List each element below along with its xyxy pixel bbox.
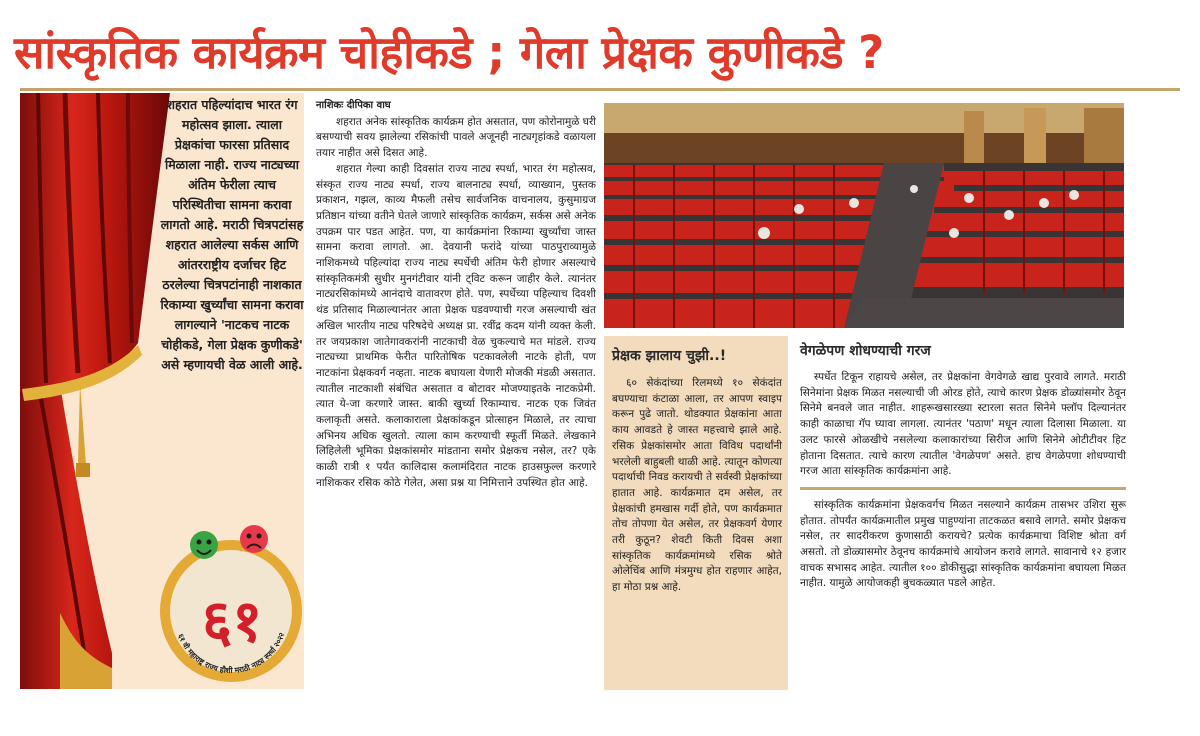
sidebar-box [604, 336, 788, 690]
headline-rule [20, 88, 1180, 91]
auditorium-photo [604, 103, 1124, 328]
byline: नाशिकः दीपिका वाघ [316, 100, 391, 111]
intro-panel [20, 93, 304, 689]
right-article-title: वेगळेपण शोधण्याची गरज [800, 343, 931, 359]
main-paragraph-1: शहरात अनेक सांस्कृतिक कार्यक्रम होत असतात, पण कोरोनामुळे घरी बसण्याची सवय झालेल्या रसिकांची पावले अजूनही नाट्यगृहांकडे वळायला तयार नाहीत असे दिसत आहे. [316, 115, 596, 160]
sidebar-text: ६० सेकंदांच्या रिलमध्ये १० सेकंदांत बघण्याचा कंटाळा आला, तर आपण स्वाइप करून पुढे जातो. थोडक्यात प्रेक्षकांना आता काय आवडते हे जास्त महत्त्वाचे झाले आहे. रसिक प्रेक्षकांसमोर आता विविध पदार्थांनी भरलेली बाहुबली थाळी आहे. त्यातून कोणत्या पदार्थाची निवड करायची ते सर्वस्वी प्रेक्षकांच्या हातात आहे. कार्यक्रमात दम असेल, तर प्रेक्षकांची हमखास गर्दी होते, पण कार्यक्रमात तोच तोपणा येत असेल, तर प्रेक्षकवर्ग येणार तरी कुठून? शेवटी किती दिवस अशा सांस्कृतिक कार्यक्रमांमध्ये रसिक श्रोते ओलेचिंब आणि मंत्रमुग्ध होत राहणार आहेत, हा मोठा प्रश्न आहे. [612, 377, 782, 594]
column-separator [800, 487, 1126, 490]
right-paragraph-2: सांस्कृतिक कार्यक्रमांना प्रेक्षकवर्गच मिळत नसल्याने कार्यक्रम तासभर उशिरा सुरू होतात. तोपर्यंत कार्यक्रमातील प्रमुख पाहुण्यांना ताटकळत बसावे लागते. समोर प्रेक्षकच नसेल, तर सादरीकरण कुणासाठी करायचे? प्रत्येक कार्यक्रमाचा विशिष्ट श्रोता वर्ग असतो. तो डोळ्यासमोर ठेवूनच कार्यक्रमांचे आयोजन करावे लागते. सावानाचे १२ हजार वाचक सभासद आहेत. त्यातील १०० डोकीसुद्धा सांस्कृतिक कार्यक्रमांना बघायला मिळत नाहीत. यामुळे आयोजकही बुचकळ्यात पडले आहेत. [800, 498, 1126, 590]
main-paragraph-2: शहरात गेल्या काही दिवसांत राज्य नाट्य स्पर्धा, भारत रंग महोत्सव, संस्कृत राज्य नाट्य स्पर्धा, राज्य बालनाट्य स्पर्धा, व्याख्यान, पुस्तक प्रकाशन, गझल, काव्य मैफली तसेच सार्वजनिक वाचनालय, कुसुमाग्रज प्रतिष्ठान यांच्या वतीने घेतले जाणारे सांस्कृतिक कार्यक्रम, सर्कस असे अनेक उपक्रम पार पडत आहेत. पण, या कार्यक्रमांना रिकाम्या खुर्च्यांचा जास्त सामना करावा लागतो. आ. देवयानी फरांदे यांच्या पाठपुराव्यामुळे नाशिकमध्ये पहिल्यांदा राज्य नाट्य स्पर्धेची अंतिम फेरी होणार असल्याचे सांस्कृतिकमंत्री सुधीर मुनगंटीवार यांनी ट्विट करून जाहीर केले. त्यानंतर नाट्यरसिकांमध्ये आनंदाचे वातावरण होते. पण, स्पर्धेच्या पहिल्याच दिवशी थंड प्रतिसाद मिळाल्यानंतर आता प्रेक्षक घडवण्याची गरज असल्याची खंत अखिल भारतीय नाट्य परिषदेचे अध्यक्ष प्रा. रवींद्र कदम यांनी व्यक्त केली. तर जयप्रकाश जातेगावकरांनी नाटकाची वेळ चुकल्याचे मत मांडले. राज्य नाट्यच्या प्राथमिक फेरीत पारितोषिक पटकावलेली नाटके होती, पण नाटकांना प्रेक्षकवर्ग नव्हता. नाटक बघायला येणारी मोजकी मंडळी असतात. त्यातील नाटकाशी संबंधित असतात व बोटावर मोजण्याइतके नाटकप्रेमी. त्यात ये-जा करणारे जास्त. बाकी खुर्च्या रिकाम्याच. नाटक एक जिवंत कलाकृती असते. कलाकाराला प्रेक्षकांकडून प्रोत्साहन मिळाले, तर त्याचा अभिनय अधिक खुलतो. त्याला काम करण्याची स्फूर्ती मिळते. लेखकाने लिहिलेली भूमिका प्रेक्षकांसमोर मांडताना समोर प्रेक्षकच नसेल, तर? एके काळी रात्री १ पर्यंत कालिदास कलामंदिरात नाटक हाउसफुल्ल करणारे नाशिककर रसिक कोठे गेलेत, असा प्रश्न या निमित्ताने उपस्थित होत आहे. [316, 162, 596, 489]
headline: सांस्कृतिक कार्यक्रम चोहीकडे ; गेला प्रेक्षक कुणीकडे ? [14, 26, 884, 79]
natya-spardha-logo [156, 513, 304, 685]
right-article [800, 336, 1126, 592]
logo-number: ६१ [202, 587, 263, 655]
logo-arc-text: ६१ वी महाराष्ट्र राज्य हौशी मराठी नाट्य स्पर्धा २०२२ [176, 631, 287, 676]
intro-text: शहरात पहिल्यांदाच भारत रंग महोत्सव झाला. त्याला प्रेक्षकांचा फारसा प्रतिसाद मिळाला नाही. राज्य नाट्यच्या अंतिम फेरीला त्याच परिस्थितीचा सामना करावा लागतो आहे. मराठी चित्रपटांसह शहरात आलेल्या सर्कस आणि आंतरराष्ट्रीय दर्जाचर हिट ठरलेल्या चित्रपटांनाही नाशकात रिकाम्या खुर्च्यांचा सामना करावा लागल्याने 'नाटकच नाटक चोहीकडे, गेला प्रेक्षक कुणीकडे' असे म्हणायची वेळ आली आहे. [160, 97, 304, 372]
sidebar-title: प्रेक्षक झालाय चुझी..! [612, 348, 727, 364]
right-paragraph-1: स्पर्धेत टिकून राहायचे असेल, तर प्रेक्षकांना वेगवेगळे खाद्य पुरवावे लागते. मराठी सिनेमांना प्रेक्षक मिळत नसल्याची जी ओरड होते, त्याचे कारण प्रेक्षक डोळ्यांसमोर ठेवून सिनेमे बनवले जात नाहीत. शाहरूखसारख्या स्टारला सतत सिनेमे फ्लॉप दिल्यानंतर काही काळाचा गॅप घ्यावा लागला. त्यानंतर 'पठाण' मधून त्याला दिलासा मिळाला. या उलट फारसे ओळखीचे नसलेल्या कलाकारांच्या सिरीज आणि सिनेमे ओटीटीवर हिट होताना दिसतात. त्याचे कारण त्यातील 'वेगळेपण' असते. हाच वेगळेपणा शोधण्याची गरज आता सांस्कृतिक कार्यक्रमांना आहे. [800, 371, 1126, 478]
main-article [316, 98, 596, 492]
stage-curtain-illustration [20, 93, 178, 689]
right-article-body [800, 370, 1126, 592]
sidebar-text-wrap [612, 376, 782, 596]
